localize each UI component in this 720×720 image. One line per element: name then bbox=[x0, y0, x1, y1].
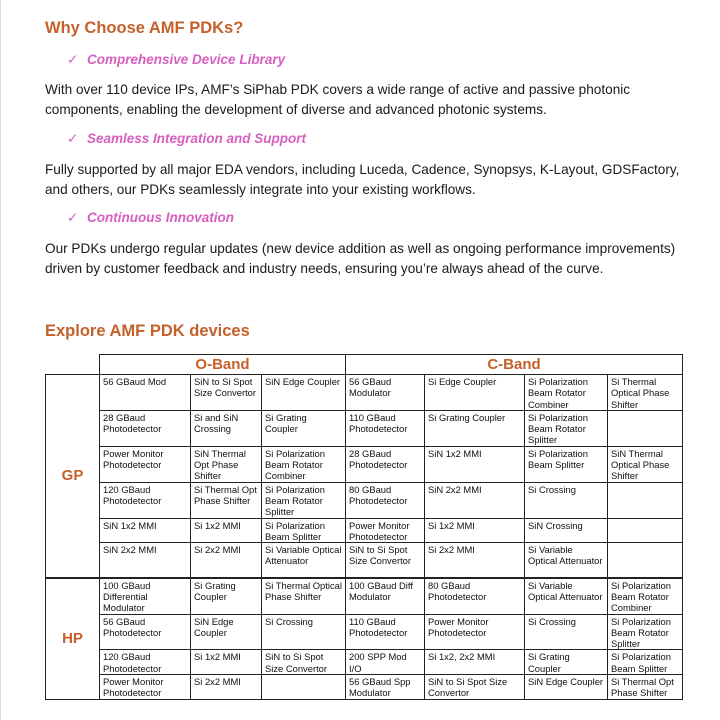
section-title-text: Seamless Integration and Support bbox=[87, 131, 307, 146]
device-cell: Si Grating Coupler bbox=[191, 578, 262, 614]
device-cell: Si Grating Coupler bbox=[262, 410, 346, 446]
explore-heading: Explore AMF PDK devices bbox=[45, 322, 250, 340]
device-cell: 120 GBaud Photodetector bbox=[100, 650, 191, 675]
table-corner bbox=[46, 355, 100, 375]
section-title-text: Comprehensive Device Library bbox=[87, 52, 286, 67]
section-title-library bbox=[67, 52, 285, 70]
device-cell: Si 2x2 MMI bbox=[191, 675, 262, 700]
table-row bbox=[46, 375, 683, 411]
table-row bbox=[46, 578, 683, 614]
device-cell bbox=[262, 675, 346, 700]
device-cell: Si Variable Optical Attenuator bbox=[262, 543, 346, 578]
device-cell: SiN Thermal Optical Phase Shifter bbox=[608, 446, 683, 482]
device-cell: Si 1x2, 2x2 MMI bbox=[425, 650, 525, 675]
pdk-devices-table bbox=[45, 354, 683, 700]
section-title-integration bbox=[67, 131, 306, 149]
device-cell: Si Polarization Beam Rotator Combiner bbox=[525, 375, 608, 411]
device-cell: 120 GBaud Photodetector bbox=[100, 482, 191, 518]
table-row bbox=[46, 675, 683, 700]
device-cell: Si Thermal Optical Phase Shifter bbox=[262, 578, 346, 614]
device-cell: Si Polarization Beam Rotator Combiner bbox=[608, 578, 683, 614]
table-row bbox=[46, 482, 683, 518]
table-row bbox=[46, 614, 683, 650]
device-cell bbox=[608, 482, 683, 518]
device-cell: Si 1x2 MMI bbox=[191, 650, 262, 675]
device-cell: 80 GBaud Photodetector bbox=[425, 578, 525, 614]
device-cell: Si Crossing bbox=[525, 614, 608, 650]
table-row bbox=[46, 410, 683, 446]
device-cell: 28 GBaud Photodetector bbox=[100, 410, 191, 446]
device-cell: 56 GBaud Spp Modulator bbox=[346, 675, 425, 700]
device-cell: 56 GBaud Photodetector bbox=[100, 614, 191, 650]
device-cell: SiN Edge Coupler bbox=[525, 675, 608, 700]
device-cell: SiN to Si Spot Size Convertor bbox=[346, 543, 425, 578]
device-cell: SiN to Si Spot Size Convertor bbox=[425, 675, 525, 700]
device-cell: Power Monitor Photodetector bbox=[100, 446, 191, 482]
band-header-o: O-Band bbox=[100, 355, 346, 375]
why-heading: Why Choose AMF PDKs? bbox=[45, 19, 244, 37]
device-cell: 110 GBaud Photodetector bbox=[346, 410, 425, 446]
band-header-c: C-Band bbox=[346, 355, 683, 375]
section-title-innovation bbox=[67, 210, 234, 228]
device-cell: 100 GBaud Diff Modulator bbox=[346, 578, 425, 614]
device-cell: SiN Edge Coupler bbox=[262, 375, 346, 411]
device-cell: Si Thermal Optical Phase Shifter bbox=[608, 375, 683, 411]
device-cell: Si Crossing bbox=[262, 614, 346, 650]
device-cell bbox=[608, 410, 683, 446]
device-cell: Si Variable Optical Attenuator bbox=[525, 578, 608, 614]
device-cell: SiN 2x2 MMI bbox=[425, 482, 525, 518]
device-cell: Si 1x2 MMI bbox=[191, 518, 262, 543]
section-title-text: Continuous Innovation bbox=[87, 210, 234, 225]
device-cell: SiN Thermal Opt Phase Shifter bbox=[191, 446, 262, 482]
device-cell bbox=[608, 543, 683, 578]
device-cell: Si Polarization Beam Rotator Splitter bbox=[262, 482, 346, 518]
device-cell: SiN to Si Spot Size Convertor bbox=[262, 650, 346, 675]
device-cell: 56 GBaud Mod bbox=[100, 375, 191, 411]
device-cell: SiN 1x2 MMI bbox=[425, 446, 525, 482]
device-cell: Si Polarization Beam Splitter bbox=[608, 650, 683, 675]
group-label-hp: HP bbox=[46, 578, 100, 699]
device-cell: Si Polarization Beam Splitter bbox=[525, 446, 608, 482]
section-body-innovation: Our PDKs undergo regular updates (new device addition as well as ongoing performance improvements) driven by customer feedback and industry needs, ensuring you’re always ahead of the curve. bbox=[45, 241, 676, 276]
device-cell: Power Monitor Photodetector bbox=[100, 675, 191, 700]
device-cell: Si Grating Coupler bbox=[425, 410, 525, 446]
device-cell: Power Monitor Photodetector bbox=[425, 614, 525, 650]
device-cell: 80 GBaud Photodetector bbox=[346, 482, 425, 518]
section-body-integration: Fully supported by all major EDA vendors, including Luceda, Cadence, Synopsys, K-Layout, GDSFactory, and others, our PDKs seamlessly integrate into your existing workflows. bbox=[45, 162, 680, 197]
device-cell: SiN to Si Spot Size Convertor bbox=[191, 375, 262, 411]
device-cell: Si Polarization Beam Rotator Splitter bbox=[525, 410, 608, 446]
device-cell: Si and SiN Crossing bbox=[191, 410, 262, 446]
device-cell: 28 GBaud Photodetector bbox=[346, 446, 425, 482]
device-cell: Si Thermal Opt Phase Shifter bbox=[191, 482, 262, 518]
table-row bbox=[46, 650, 683, 675]
device-cell bbox=[608, 518, 683, 543]
checkmark-icon: ✓ bbox=[67, 210, 79, 225]
table-row bbox=[46, 446, 683, 482]
device-cell: 110 GBaud Photodetector bbox=[346, 614, 425, 650]
device-cell: Si 1x2 MMI bbox=[425, 518, 525, 543]
section-body-library: With over 110 device IPs, AMF’s SiPhab PDK covers a wide range of active and passive photonic components, enabling the development of diverse and advanced photonic systems. bbox=[45, 82, 631, 117]
table-row bbox=[46, 543, 683, 578]
device-cell: SiN 2x2 MMI bbox=[100, 543, 191, 578]
device-cell: SiN Edge Coupler bbox=[191, 614, 262, 650]
band-header-row bbox=[46, 355, 683, 375]
device-cell: 200 SPP Mod I/O bbox=[346, 650, 425, 675]
device-cell: Si Thermal Opt Phase Shifter bbox=[608, 675, 683, 700]
group-label-gp: GP bbox=[46, 375, 100, 578]
device-cell: Power Monitor Photodetector bbox=[346, 518, 425, 543]
checkmark-icon: ✓ bbox=[67, 131, 79, 146]
device-cell: 56 GBaud Modulator bbox=[346, 375, 425, 411]
table-row bbox=[46, 518, 683, 543]
device-cell: SiN Crossing bbox=[525, 518, 608, 543]
device-cell: Si Edge Coupler bbox=[425, 375, 525, 411]
device-cell: Si 2x2 MMI bbox=[425, 543, 525, 578]
checkmark-icon: ✓ bbox=[67, 52, 79, 67]
device-cell: Si Polarization Beam Rotator Combiner bbox=[262, 446, 346, 482]
device-cell: 100 GBaud Differential Modulator bbox=[100, 578, 191, 614]
device-cell: SiN 1x2 MMI bbox=[100, 518, 191, 543]
device-cell: Si Grating Coupler bbox=[525, 650, 608, 675]
device-cell: Si Polarization Beam Rotator Splitter bbox=[608, 614, 683, 650]
device-cell: Si 2x2 MMI bbox=[191, 543, 262, 578]
device-cell: Si Crossing bbox=[525, 482, 608, 518]
device-cell: Si Variable Optical Attenuator bbox=[525, 543, 608, 578]
device-cell: Si Polarization Beam Splitter bbox=[262, 518, 346, 543]
